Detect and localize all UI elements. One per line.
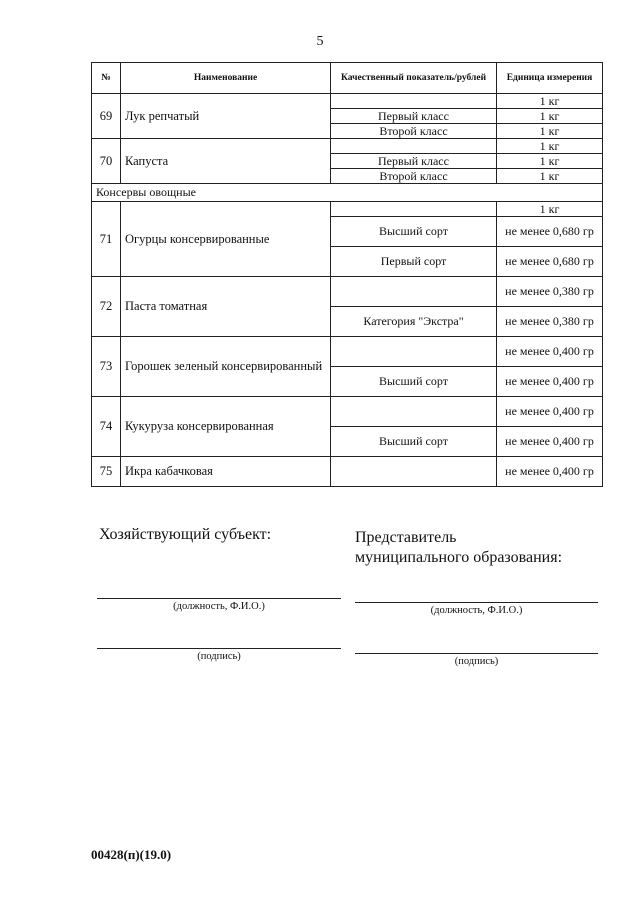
header-name: Наименование xyxy=(121,63,331,94)
header-num: № xyxy=(92,63,121,94)
section-title: Консервы овощные xyxy=(92,184,603,202)
entity-signature-line xyxy=(97,648,341,649)
table-row xyxy=(92,337,603,367)
representative-signature-caption: (подпись) xyxy=(454,656,499,667)
page-number: 5 xyxy=(316,34,324,49)
quality-cell: Первый сорт xyxy=(331,247,497,277)
entity-position-line xyxy=(97,598,341,599)
unit-cell: 1 кг xyxy=(497,154,603,169)
entity-position-caption: (должность, Ф.И.О.) xyxy=(173,601,265,612)
unit-cell: не менее 0,680 гр xyxy=(497,217,603,247)
unit-cell: не менее 0,400 гр xyxy=(497,427,603,457)
product-name: Огурцы консервированные xyxy=(121,202,331,277)
goods-table xyxy=(91,62,603,487)
entity-signature-caption: (подпись) xyxy=(197,651,241,662)
product-name: Горошек зеленый консервированный xyxy=(121,337,331,397)
unit-cell: 1 кг xyxy=(497,94,603,109)
quality-cell: Категория "Экстра" xyxy=(331,307,497,337)
quality-cell: Высший сорт xyxy=(331,427,497,457)
table-row xyxy=(92,202,603,217)
row-number: 71 xyxy=(92,202,121,277)
unit-cell: не менее 0,400 гр xyxy=(497,457,603,487)
quality-cell: Высший сорт xyxy=(331,217,497,247)
row-number: 72 xyxy=(92,277,121,337)
representative-title-line1: Представитель xyxy=(355,529,457,546)
product-name: Кукуруза консервированная xyxy=(121,397,331,457)
table-header-row xyxy=(92,63,603,94)
unit-cell: не менее 0,400 гр xyxy=(497,367,603,397)
product-name: Капуста xyxy=(121,139,331,184)
quality-cell: Высший сорт xyxy=(331,367,497,397)
row-number: 69 xyxy=(92,94,121,139)
product-name: Паста томатная xyxy=(121,277,331,337)
unit-cell: 1 кг xyxy=(497,109,603,124)
quality-cell: Второй класс xyxy=(331,124,497,139)
entity-title: Хозяйствующий субъект: xyxy=(99,526,272,543)
table-row xyxy=(92,94,603,109)
row-number: 70 xyxy=(92,139,121,184)
row-number: 73 xyxy=(92,337,121,397)
quality-cell xyxy=(331,277,497,307)
quality-cell: Второй класс xyxy=(331,169,497,184)
quality-cell xyxy=(331,457,497,487)
unit-cell: не менее 0,400 гр xyxy=(497,337,603,367)
unit-cell: не менее 0,680 гр xyxy=(497,247,603,277)
unit-cell: 1 кг xyxy=(497,169,603,184)
row-number: 75 xyxy=(92,457,121,487)
unit-cell: 1 кг xyxy=(497,202,603,217)
quality-cell: Первый класс xyxy=(331,154,497,169)
unit-cell: не менее 0,380 гр xyxy=(497,307,603,337)
header-quality: Качественный показатель/рублей xyxy=(331,63,497,94)
representative-position-line xyxy=(355,602,598,603)
representative-position-caption: (должность, Ф.И.О.) xyxy=(430,605,523,616)
section-row xyxy=(92,184,603,202)
table-row xyxy=(92,139,603,154)
quality-cell xyxy=(331,397,497,427)
table-row xyxy=(92,277,603,307)
quality-cell xyxy=(331,139,497,154)
table-row xyxy=(92,457,603,487)
header-unit: Единица измерения xyxy=(497,63,603,94)
quality-cell: Первый класс xyxy=(331,109,497,124)
row-number: 74 xyxy=(92,397,121,457)
document-code: 00428(п)(19.0) xyxy=(91,847,172,862)
table-row xyxy=(92,397,603,427)
product-name: Икра кабачковая xyxy=(121,457,331,487)
unit-cell: 1 кг xyxy=(497,124,603,139)
unit-cell: 1 кг xyxy=(497,139,603,154)
product-name: Лук репчатый xyxy=(121,94,331,139)
representative-signature-line xyxy=(355,653,598,654)
quality-cell xyxy=(331,202,497,217)
representative-title-line2: муниципального образования: xyxy=(355,549,563,566)
unit-cell: не менее 0,400 гр xyxy=(497,397,603,427)
unit-cell: не менее 0,380 гр xyxy=(497,277,603,307)
quality-cell xyxy=(331,337,497,367)
quality-cell xyxy=(331,94,497,109)
